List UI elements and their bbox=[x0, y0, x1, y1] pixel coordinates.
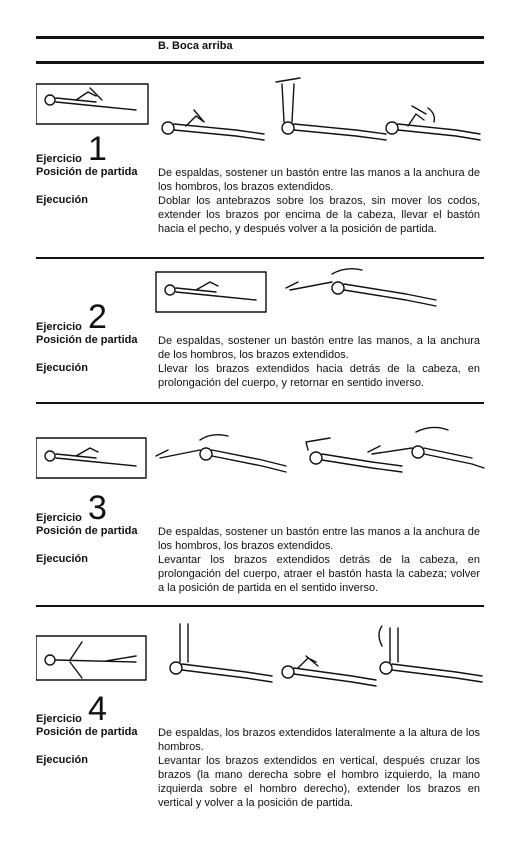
start-position-text: De espaldas, sostener un bastón entre las manos a la anchura de los hombros, los brazos extendidos. bbox=[158, 526, 480, 552]
divider-1 bbox=[36, 257, 484, 259]
execution-label: Ejecución bbox=[36, 553, 88, 565]
exercise-1 bbox=[36, 130, 486, 250]
exercise-4 bbox=[36, 690, 486, 830]
start-position-label: Posición de partida bbox=[36, 525, 138, 537]
exercise-label: Ejercicio bbox=[36, 713, 82, 725]
exercise-label: Ejercicio bbox=[36, 512, 82, 524]
execution-label: Ejecución bbox=[36, 362, 88, 374]
divider-2 bbox=[36, 402, 484, 404]
execution-text: Levantar los brazos extendidos en vertical, después cruzar los brazos (la mano derecha sobre el hombro izquierdo, la mano izquierda sobre el hombro derecho), extender los brazos en vertical y volver a la posición de partida. bbox=[158, 755, 480, 809]
start-position-label: Posición de partida bbox=[36, 166, 138, 178]
start-position-text: De espaldas, los brazos extendidos lateralmente a la altura de los hombros. bbox=[158, 727, 480, 753]
exercise-3 bbox=[36, 489, 486, 599]
header-rule bbox=[36, 61, 484, 64]
section-title: B. Boca arriba bbox=[158, 40, 233, 52]
start-position-label: Posición de partida bbox=[36, 334, 138, 346]
exercise-number: 1 bbox=[88, 130, 107, 168]
top-rule bbox=[36, 36, 484, 39]
execution-label: Ejecución bbox=[36, 754, 88, 766]
exercise-2 bbox=[36, 298, 486, 398]
start-position-text: De espaldas, sostener un bastón entre las manos, a la anchura de los hombros, los brazos extendidos. bbox=[158, 335, 480, 361]
exercise-3-illustration bbox=[36, 410, 486, 490]
execution-text: Doblar los antebrazos sobre los brazos, sin mover los codos, extender los brazos por encima de la cabeza, llevar el bastón hacia el pecho, y después volver a la posición de partida. bbox=[158, 195, 480, 235]
divider-3 bbox=[36, 605, 484, 607]
execution-label: Ejecución bbox=[36, 194, 88, 206]
exercise-number: 3 bbox=[88, 489, 107, 527]
exercise-number: 2 bbox=[88, 298, 107, 336]
exercise-label: Ejercicio bbox=[36, 153, 82, 165]
start-position-text: De espaldas, sostener un bastón entre las manos a la anchura de los hombros, los brazos extendidos. bbox=[158, 167, 480, 193]
exercise-label: Ejercicio bbox=[36, 321, 82, 333]
start-position-label: Posición de partida bbox=[36, 726, 138, 738]
execution-text: Llevar los brazos extendidos hacia detrás de la cabeza, en prolongación del cuerpo, y retornar en sentido inverso. bbox=[158, 363, 480, 389]
exercise-number: 4 bbox=[88, 690, 107, 728]
execution-text: Levantar los brazos extendidos detrás de la cabeza, en prolongación del cuerpo, atraer el bastón hasta la cabeza; volver a la posición de partida en el sentido inverso. bbox=[158, 554, 480, 594]
